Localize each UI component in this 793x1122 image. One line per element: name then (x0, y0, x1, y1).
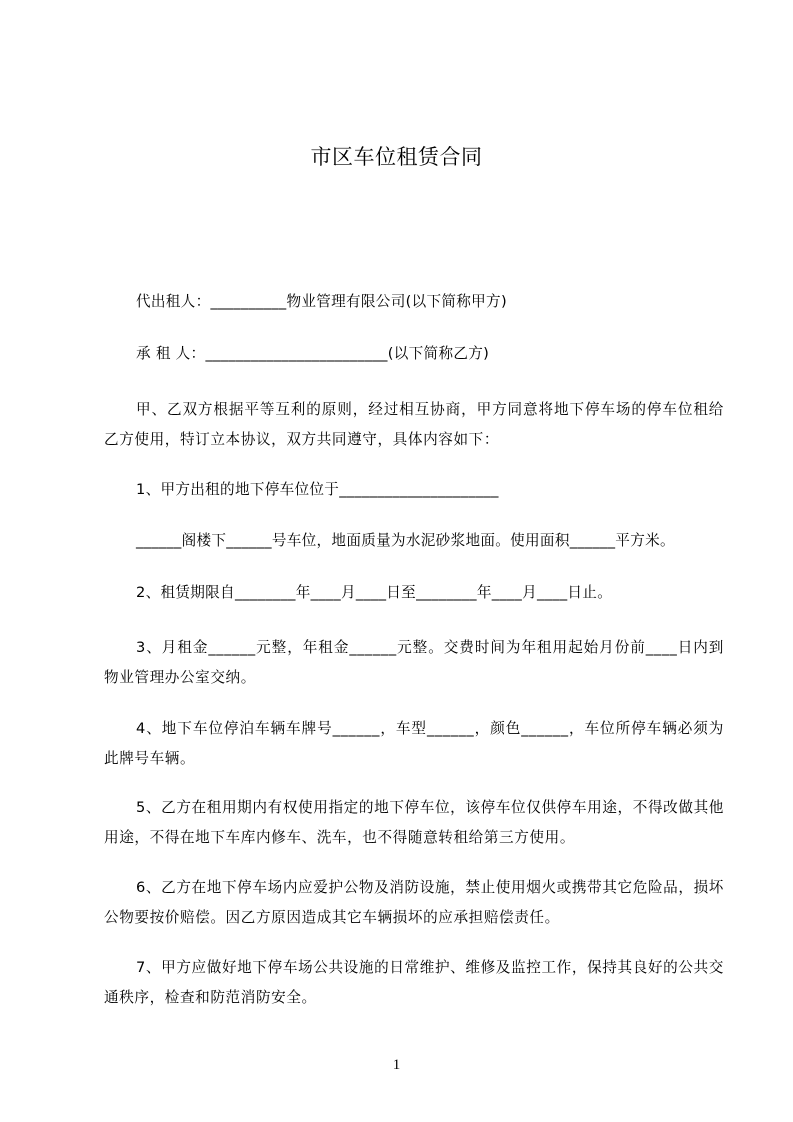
lessee-line: 承 租 人：________________________(以下简称乙方) (136, 345, 490, 362)
clause-1-line-b: ______阁楼下______号车位，地面质量为水泥砂浆地面。使用面积______平方米。 (136, 532, 675, 549)
clause-4: 4、地下车位停泊车辆车牌号______，车型______，颜色______，车位所停车辆必须为此牌号车辆。 (104, 720, 724, 767)
clause-6: 6、乙方在地下停车场内应爱护公物及消防设施，禁止使用烟火或携带其它危险品，损坏公物要按价赔偿。因乙方原因造成其它车辆损坏的应承担赔偿责任。 (104, 879, 724, 926)
document-title: 市区车位租赁合同 (310, 145, 483, 169)
clause-3: 3、月租金______元整，年租金______元整。交费时间为年租用起始月份前____日内到物业管理办公室交纳。 (104, 639, 724, 686)
clause-7: 7、甲方应做好地下停车场公共设施的日常维护、维修及监控工作，保持其良好的公共交通秩序，检查和防范消防安全。 (104, 959, 724, 1006)
preamble-paragraph: 甲、乙双方根据平等互利的原则，经过相互协商，甲方同意将地下停车场的停车位租给乙方使用，特订立本协议，双方共同遵守，具体内容如下： (104, 401, 724, 448)
page-number: 1 (392, 1057, 401, 1073)
lessor-line: 代出租人：__________物业管理有限公司(以下简称甲方) (136, 293, 507, 310)
clause-2: 2、租赁期限自________年____月____日至________年____月____日止。 (136, 584, 613, 601)
clause-5: 5、乙方在租用期内有权使用指定的地下停车位，该停车位仅供停车用途，不得改做其他用途，不得在地下车库内修车、洗车，也不得随意转租给第三方使用。 (104, 799, 724, 846)
clause-1-line-a: 1、甲方出租的地下停车位位于_____________________ (136, 481, 499, 498)
